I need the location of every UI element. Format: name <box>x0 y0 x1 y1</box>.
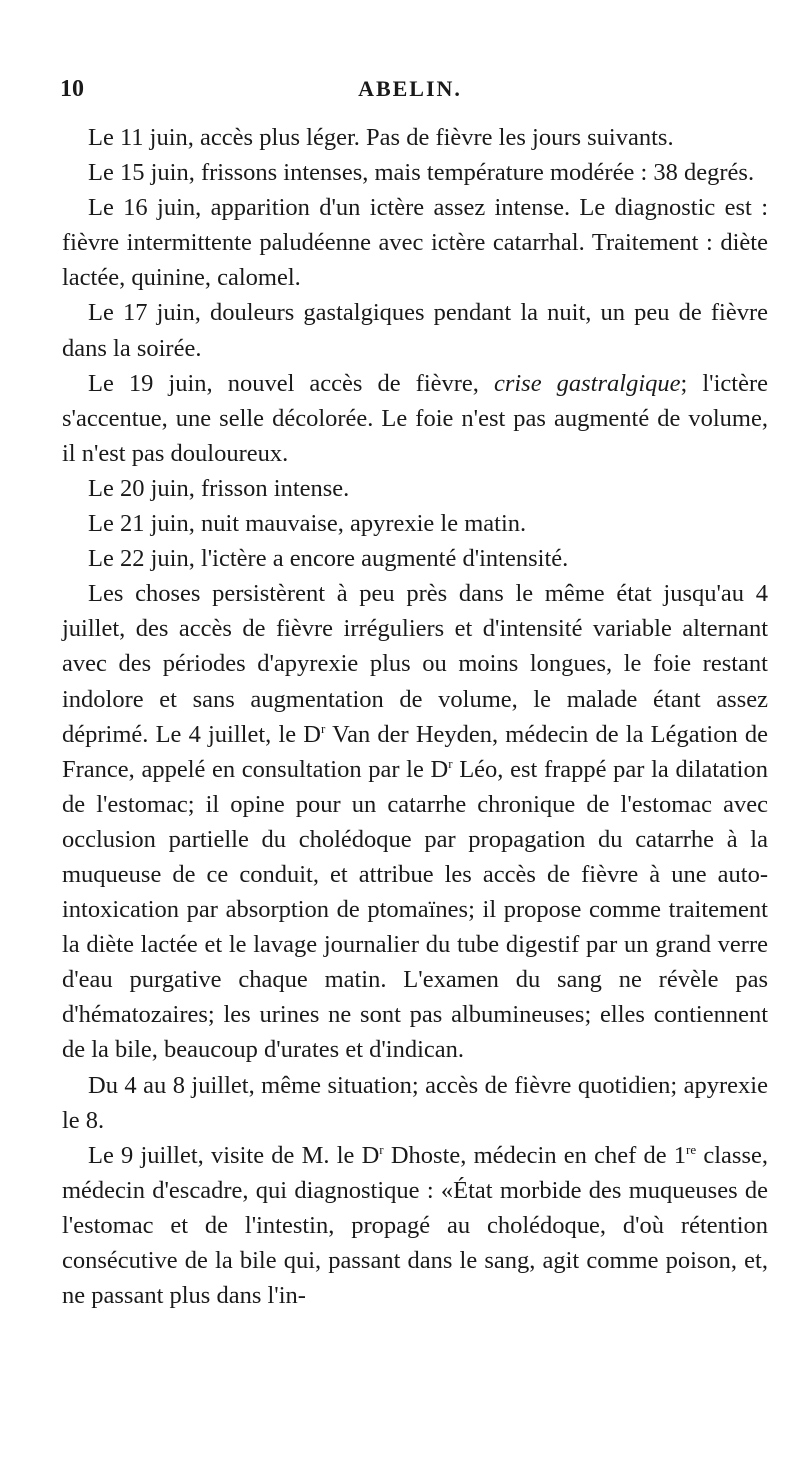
paragraph-july-9 <box>62 1138 768 1313</box>
superscript: r <box>321 720 326 736</box>
text-run: Les choses persistèrent à peu près dans le même état jusqu'au 4 juillet, des accès de fièvre irréguliers et d'intensité variable alternant avec des périodes d'apyrexie plus ou moins longues, le foie restant indolore et sans augmentation de volume, le malade étant assez déprimé. Le 4 juillet, le D <box>62 580 768 748</box>
paragraph-june-15: Le 15 juin, frissons intenses, mais température modérée : 38 degrés. <box>88 159 755 187</box>
text-run: Van der Heyden, médecin de la Légation de France, appelé en consultation par le D <box>62 720 768 783</box>
superscript: r <box>448 755 453 771</box>
paragraph-june-21: Le 21 juin, nuit mauvaise, apyrexie le matin. <box>88 510 527 538</box>
body-text <box>62 120 768 1313</box>
text-run: Le 19 juin, nouvel accès de fièvre, <box>88 369 494 397</box>
page-number: 10 <box>60 76 84 102</box>
italic-phrase: crise gastralgique <box>493 369 681 397</box>
paragraph-until-july-4 <box>62 576 768 1067</box>
superscript: re <box>686 1141 697 1157</box>
page-header <box>60 76 760 106</box>
superscript: r <box>379 1141 384 1157</box>
running-head: ABELIN. <box>358 76 462 101</box>
text-run: Le 9 juillet, visite de M. le D <box>88 1141 380 1169</box>
paragraph-june-17: Le 17 juin, douleurs gastalgiques pendant la nuit, un peu de fièvre dans la soirée. <box>62 299 768 362</box>
text-run: Dhoste, médecin en chef de 1 <box>383 1141 687 1169</box>
paragraph-june-20: Le 20 juin, frisson intense. <box>88 474 350 502</box>
text-run: ; l'ictère s'accentue, une selle décolorée. Le foie n'est pas augmenté de volume, il n'est pas douloureux. <box>62 369 768 467</box>
paragraph-june-16: Le 16 juin, apparition d'un ictère assez intense. Le diagnostic est : fièvre intermittente paludéenne avec ictère catarrhal. Traitement : diète lactée, quinine, calomel. <box>62 194 768 292</box>
paragraph-july-4-8: Du 4 au 8 juillet, même situation; accès de fièvre quotidien; apyrexie le 8. <box>62 1071 768 1134</box>
paragraph-june-19 <box>62 366 768 471</box>
paragraph-june-11: Le 11 juin, accès plus léger. Pas de fièvre les jours suivants. <box>88 124 674 151</box>
text-run: Léo, est frappé par la dilatation de l'estomac; il opine pour un catarrhe chronique de l'estomac avec occlusion partielle du cholédoque par propagation du catarrhe à la muqueuse de ce conduit, et attribue les accès de fièvre à une auto-intoxication par absorption de ptomaïnes; il propose comme traitement la diète lactée et le lavage journalier du tube digestif par un grand verre d'eau purgative chaque matin. L'examen du sang ne révèle pas d'hématozaires; les urines ne sont pas albumineuses; elles contiennent de la bile, beaucoup d'urates et d'indican. <box>62 755 768 1064</box>
paragraph-june-22: Le 22 juin, l'ictère a encore augmenté d'intensité. <box>88 545 569 573</box>
text-run: classe, médecin d'escadre, qui diagnostique : «État morbide des muqueuses de l'estomac et de l'intestin, propagé au cholédoque, d'où rétention consécutive de la bile qui, passant dans le sang, agit comme poison, et, ne passant plus dans l'in- <box>62 1141 768 1310</box>
